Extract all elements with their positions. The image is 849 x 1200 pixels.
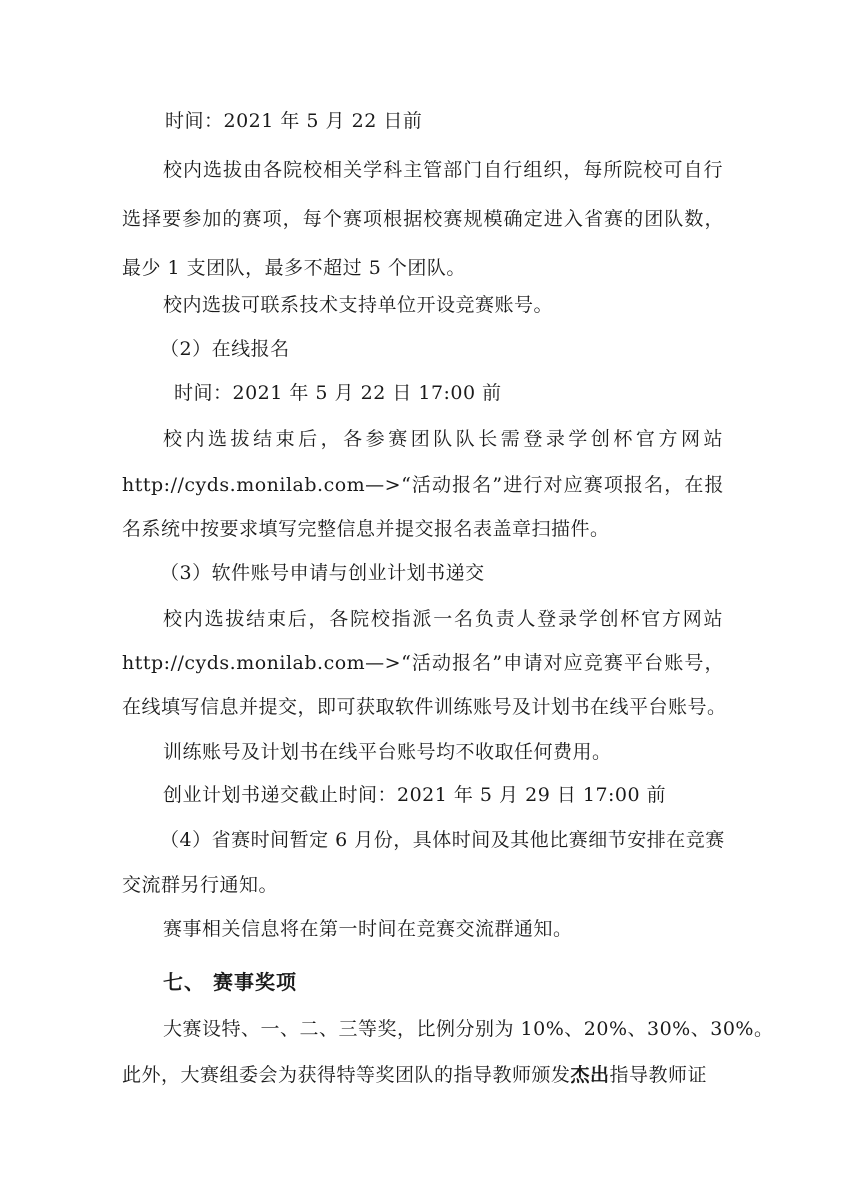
body-paragraph-line: http://cyds.monilab.com—>“活动报名”进行对应赛项报名，在报 [122,474,724,496]
body-paragraph-line: http://cyds.monilab.com—>“活动报名”申请对应竞赛平台账号， [122,652,724,674]
subsection-title: （4）省赛时间暂定 6 月份，具体时间及其他比赛细节安排在竞赛 [160,829,725,851]
body-paragraph-line: 选择要参加的赛项，每个赛项根据校赛规模确定进入省赛的团队数， [122,208,724,230]
body-text-segment: 指导教师证 [609,1064,708,1086]
body-paragraph-line: 交流群另行通知。 [122,874,279,896]
body-paragraph-line: 训练账号及计划书在线平台账号均不收取任何费用。 [163,741,612,763]
submission-deadline-line: 创业计划书递交截止时间：2021 年 5 月 29 日 17:00 前 [163,784,667,806]
body-paragraph-line: 校内选拔可联系技术支持单位开设竞赛账号。 [163,294,554,316]
body-paragraph-line: 校内选拔由各院校相关学科主管部门自行组织，每所院校可自行 [163,159,723,181]
body-paragraph-line: 校内选拔结束后，各参赛团队队长需登录学创杯官方网站 [163,428,723,450]
body-text-segment: 此外，大赛组委会为获得特等奖团队的指导教师颁发 [122,1064,571,1086]
body-paragraph-line: 校内选拔结束后，各院校指派一名负责人登录学创杯官方网站 [163,608,723,630]
body-paragraph-line: 最少 1 支团队，最多不超过 5 个团队。 [122,257,466,279]
registration-deadline-line: 时间：2021 年 5 月 22 日 17:00 前 [174,382,502,404]
body-paragraph-line: 在线填写信息并提交，即可获取软件训练账号及计划书在线平台账号。 [122,696,727,718]
body-paragraph-line: 大赛设特、一、二、三等奖，比例分别为 10%、20%、30%、30%。 [163,1018,774,1040]
subsection-title: （2）在线报名 [160,338,290,360]
bold-text-segment: 杰出 [570,1064,610,1086]
section-heading: 七、 赛事奖项 [163,970,297,994]
registration-deadline-line: 时间：2021 年 5 月 22 日前 [165,110,423,132]
body-paragraph-line: 赛事相关信息将在第一时间在竞赛交流群通知。 [163,918,573,940]
body-paragraph-line [122,1062,707,1088]
subsection-title: （3）软件账号申请与创业计划书递交 [160,562,485,584]
body-paragraph-line: 名系统中按要求填写完整信息并提交报名表盖章扫描件。 [122,518,610,540]
